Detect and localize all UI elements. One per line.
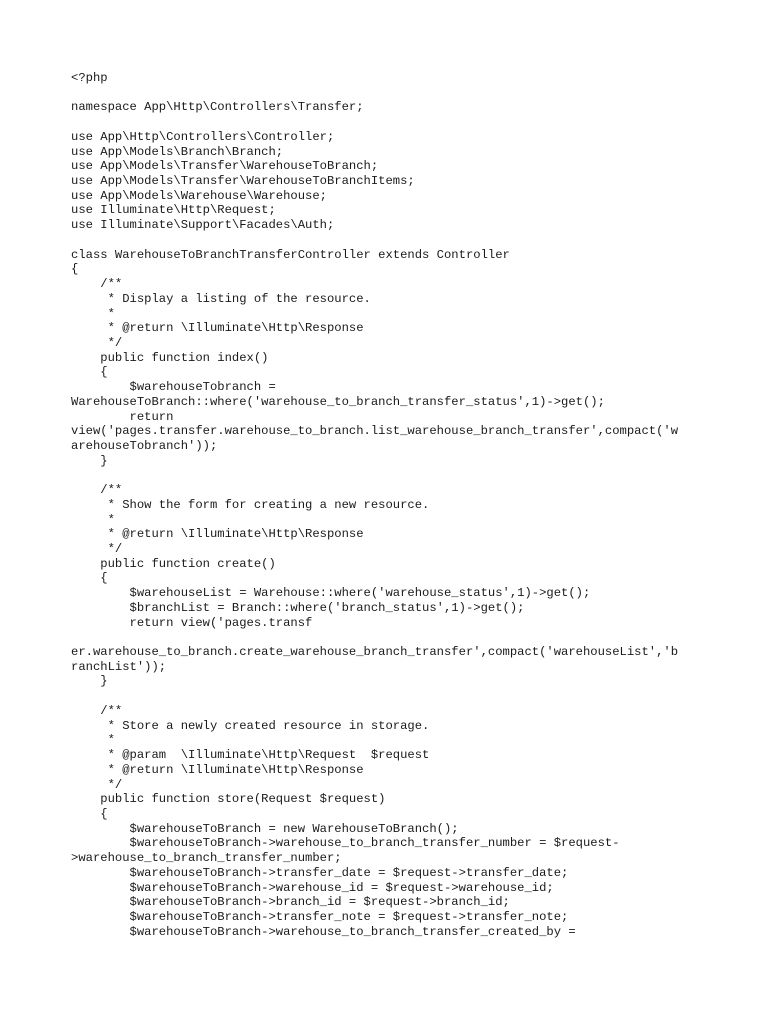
code-line: /** — [71, 703, 123, 718]
code-line: $warehouseToBranch->transfer_date = $request->transfer_date; — [71, 865, 569, 880]
code-line: * — [71, 512, 115, 527]
code-line: } — [71, 674, 108, 689]
code-line: return — [71, 409, 174, 424]
code-line: >warehouse_to_branch_transfer_number; — [71, 851, 342, 866]
code-line: use Illuminate\Http\Request; — [71, 203, 276, 218]
code-line: * Store a newly created resource in storage. — [71, 718, 430, 733]
code-line: $branchList = Branch::where('branch_status',1)->get(); — [71, 600, 525, 615]
code-line: public function index() — [71, 350, 269, 365]
code-line: { — [71, 806, 108, 821]
code-line: public function store(Request $request) — [71, 792, 386, 807]
code-block — [71, 71, 711, 939]
code-line: /** — [71, 277, 123, 292]
code-line: */ — [71, 335, 123, 350]
code-line: * — [71, 306, 115, 321]
code-line: use App\Http\Controllers\Controller; — [71, 129, 335, 144]
code-line: $warehouseToBranch->warehouse_id = $request->warehouse_id; — [71, 880, 554, 895]
code-line: use App\Models\Transfer\WarehouseToBranch; — [71, 159, 379, 174]
code-line: * — [71, 733, 115, 748]
code-line: $warehouseToBranch->warehouse_to_branch_transfer_number = $request- — [71, 836, 620, 851]
code-line — [71, 689, 711, 704]
code-line: { — [71, 365, 108, 380]
code-line: { — [71, 571, 108, 586]
code-line: use App\Models\Branch\Branch; — [71, 144, 284, 159]
code-line: <?php — [71, 71, 108, 85]
code-line: use Illuminate\Support\Facades\Auth; — [71, 218, 335, 233]
code-line: $warehouseList = Warehouse::where('warehouse_status',1)->get(); — [71, 586, 591, 601]
code-line: * @return \Illuminate\Http\Response — [71, 527, 364, 542]
code-line: er.warehouse_to_branch.create_warehouse_branch_transfer',compact('warehouseList','b — [71, 645, 679, 660]
code-line: * @return \Illuminate\Http\Response — [71, 321, 364, 336]
code-line: $warehouseToBranch->warehouse_to_branch_transfer_created_by = — [71, 924, 576, 939]
code-line: use App\Models\Warehouse\Warehouse; — [71, 188, 327, 203]
code-line: { — [71, 262, 79, 277]
code-line: namespace App\Http\Controllers\Transfer; — [71, 100, 364, 115]
code-line — [71, 233, 711, 248]
code-line: } — [71, 453, 108, 468]
code-line: arehouseTobranch')); — [71, 438, 218, 453]
code-line: public function create() — [71, 556, 276, 571]
code-line: use App\Models\Transfer\WarehouseToBranchItems; — [71, 174, 415, 189]
code-line: WarehouseToBranch::where('warehouse_to_branch_transfer_status',1)->get(); — [71, 394, 605, 409]
code-line: $warehouseTobranch = — [71, 380, 276, 395]
code-line — [71, 115, 711, 130]
code-line — [71, 630, 711, 645]
code-line: */ — [71, 777, 123, 792]
code-line — [71, 86, 711, 101]
code-line: * Display a listing of the resource. — [71, 291, 371, 306]
code-line — [71, 468, 711, 483]
code-line: $warehouseToBranch->branch_id = $request->branch_id; — [71, 895, 510, 910]
code-line: * Show the form for creating a new resource. — [71, 497, 430, 512]
code-line: $warehouseToBranch = new WarehouseToBranch(); — [71, 821, 459, 836]
code-line: */ — [71, 542, 123, 556]
code-line: $warehouseToBranch->transfer_note = $request->transfer_note; — [71, 909, 569, 924]
code-line: view('pages.transfer.warehouse_to_branch.list_warehouse_branch_transfer',compact('w — [71, 424, 679, 439]
code-line: class WarehouseToBranchTransferController extends Controller — [71, 247, 510, 262]
code-line: * @param \Illuminate\Http\Request $request — [71, 748, 430, 763]
code-line: /** — [71, 483, 123, 498]
code-line: return view('pages.transf — [71, 615, 313, 630]
code-line: ranchList')); — [71, 659, 167, 674]
code-line: * @return \Illuminate\Http\Response — [71, 762, 364, 777]
